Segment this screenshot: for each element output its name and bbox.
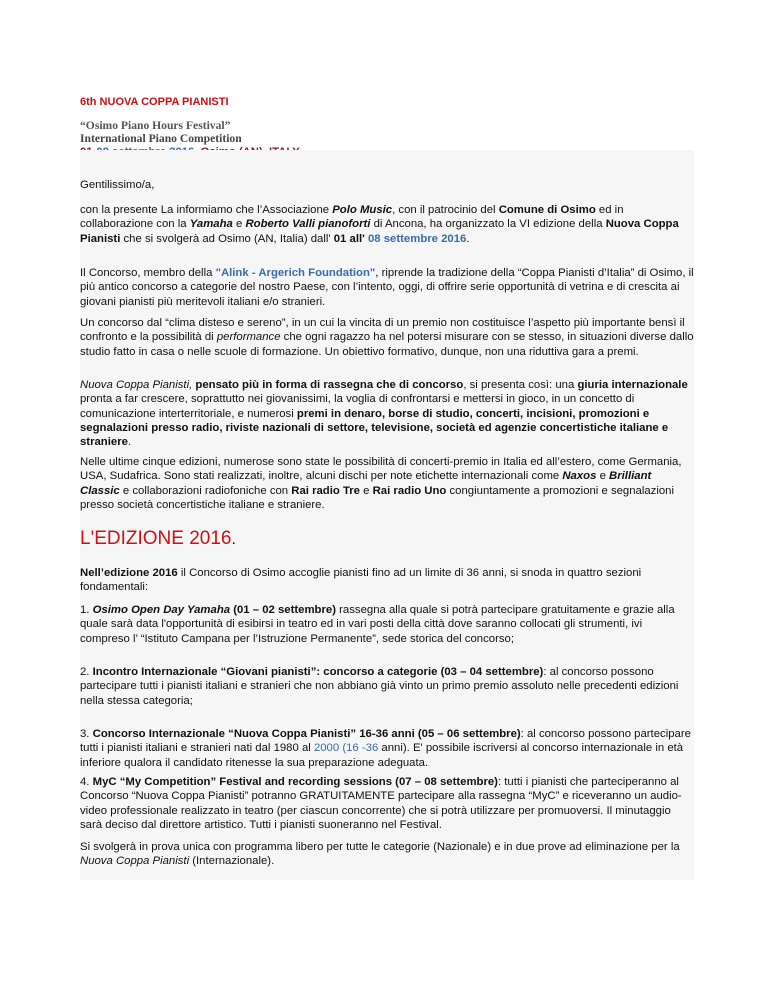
paragraph-intro: con la presente La informiamo che l’Associazione Polo Music, con il patrocinio del Comune di Osimo ed in collaborazione con la Yamaha e Roberto Valli pianoforti di Ancona, ha organizzato la VI edizione della Nuova Coppa Pianisti che si svolgerà ad Osimo (AN, Italia) dall' 01 all' 08 settembre 2016.	[80, 204, 679, 245]
paragraph-alink: Il Concorso, membro della "Alink - Argerich Foundation", riprende la tradizione della “Coppa Pianisti d’Italia” di Osimo, il più antico concorso a categorie del nostro Paese, con l’intento, oggi, di offrire serie opportunità di vetrina e di crescita ai giovani pianisti più meritevoli italiani e/o stranieri.	[80, 267, 694, 308]
section-myc-festival: 4. MyC “My Competition” Festival and recording sessions (07 – 08 settembre): tutti i pianisti che parteciperanno al Concorso “Nuova Coppa Pianisti” potranno GRATUITAMENTE partecipare alla rassegna “MyC” e riceveranno un audio-video professionale realizzato in teatro (per ciascun concorrente) che si potrà utilizzare per promuoversi. Il minutaggio sarà deciso dal direttore artistico. Tutti i pianisti suoneranno nel Festival.	[80, 776, 682, 831]
page-title: 6th NUOVA COPPA PIANISTI	[80, 96, 229, 108]
document-body	[80, 0, 694, 994]
competition-name: International Piano Competition	[80, 132, 242, 145]
paragraph-edition-intro: Nell’edizione 2016 il Concorso di Osimo accoglie pianisti fino ad un limite di 36 anni, si snoda in quattro sezioni fondamentali:	[80, 567, 642, 594]
paragraph-prova: Si svolgerà in prova unica con programma libero per tutte le categorie (Nazionale) e in due prove ad eliminazione per la Nuova Coppa Pianisti (Internazionale).	[80, 841, 680, 868]
paragraph-clima: Un concorso dal “clima disteso e sereno”, in un cui la vincita di un premio non costituisce l’aspetto più importante bensì il confronto e la possibilità di performance che ogni ragazzo ha nel potersi misurare con se stesso, in situazioni diverse dallo studio fatto in casa o nelle scuole di formazione. Un obiettivo formativo, dunque, non una riduttiva gara a premi.	[80, 317, 694, 358]
section-open-day: 1. Osimo Open Day Yamaha (01 – 02 settembre) rassegna alla quale si potrà partecipare gratuitamente e grazie alla quale sarà data l'opportunità di esibirsi in teatro ed in vari posti della città dove saranno collocati gli strumenti, ivi compreso l’ “Istituto Campana per l’Istruzione Permanente”, sede storica del concorso;	[80, 604, 675, 645]
festival-name: “Osimo Piano Hours Festival”	[80, 119, 231, 132]
paragraph-editions: Nelle ultime cinque edizioni, numerose sono state le possibilità di concerti-premio in Italia ed all’estero, come Germania, USA, Sudafrica. Sono stati realizzati, inoltre, alcuni dischi per note etichette internazionali come Naxos e Brilliant Classic e collaborazioni radiofoniche con Rai radio Tre e Rai radio Uno congiuntamente a promozioni e segnalazioni presso società concertistiche italiane e straniere.	[80, 456, 682, 511]
edition-heading: L'EDIZIONE 2016.	[80, 528, 236, 549]
alink-link[interactable]: "Alink - Argerich Foundation"	[215, 267, 376, 279]
content-background	[80, 150, 694, 880]
greeting: Gentilissimo/a,	[80, 179, 155, 191]
section-giovani-pianisti: 2. Incontro Internazionale “Giovani pianisti”: concorso a categorie (03 – 04 settembre): al concorso possono partecipare tutti i pianisti italiani e stranieri che non abbiano già vinto un primo premio assoluto nelle precedenti edizioni nella stessa categoria;	[80, 666, 679, 707]
section-nuova-coppa: 3. Concorso Internazionale “Nuova Coppa Pianisti” 16-36 anni (05 – 06 settembre): al concorso possono partecipare tutti i pianisti italiani e stranieri nati dal 1980 al 2000 (16 -36 anni). E' possibile iscriversi al concorso internazionale in età inferiore qualora il candidato ritenesse la sua preparazione adeguata.	[80, 728, 691, 769]
paragraph-rassegna: Nuova Coppa Pianisti, pensato più in forma di rassegna che di concorso, si presenta così: una giuria internazionale pronta a far crescere, soprattutto nei giovanissimi, la voglia di confrontarsi e mettersi in gioco, in un concetto di comunicazione interterritoriale, e numerosi premi in denaro, borse di studio, concerti, incisioni, promozioni e segnalazioni presso radio, riviste nazionali di settore, televisione, società ed agenzie concertistiche italiane e straniere.	[80, 379, 688, 449]
